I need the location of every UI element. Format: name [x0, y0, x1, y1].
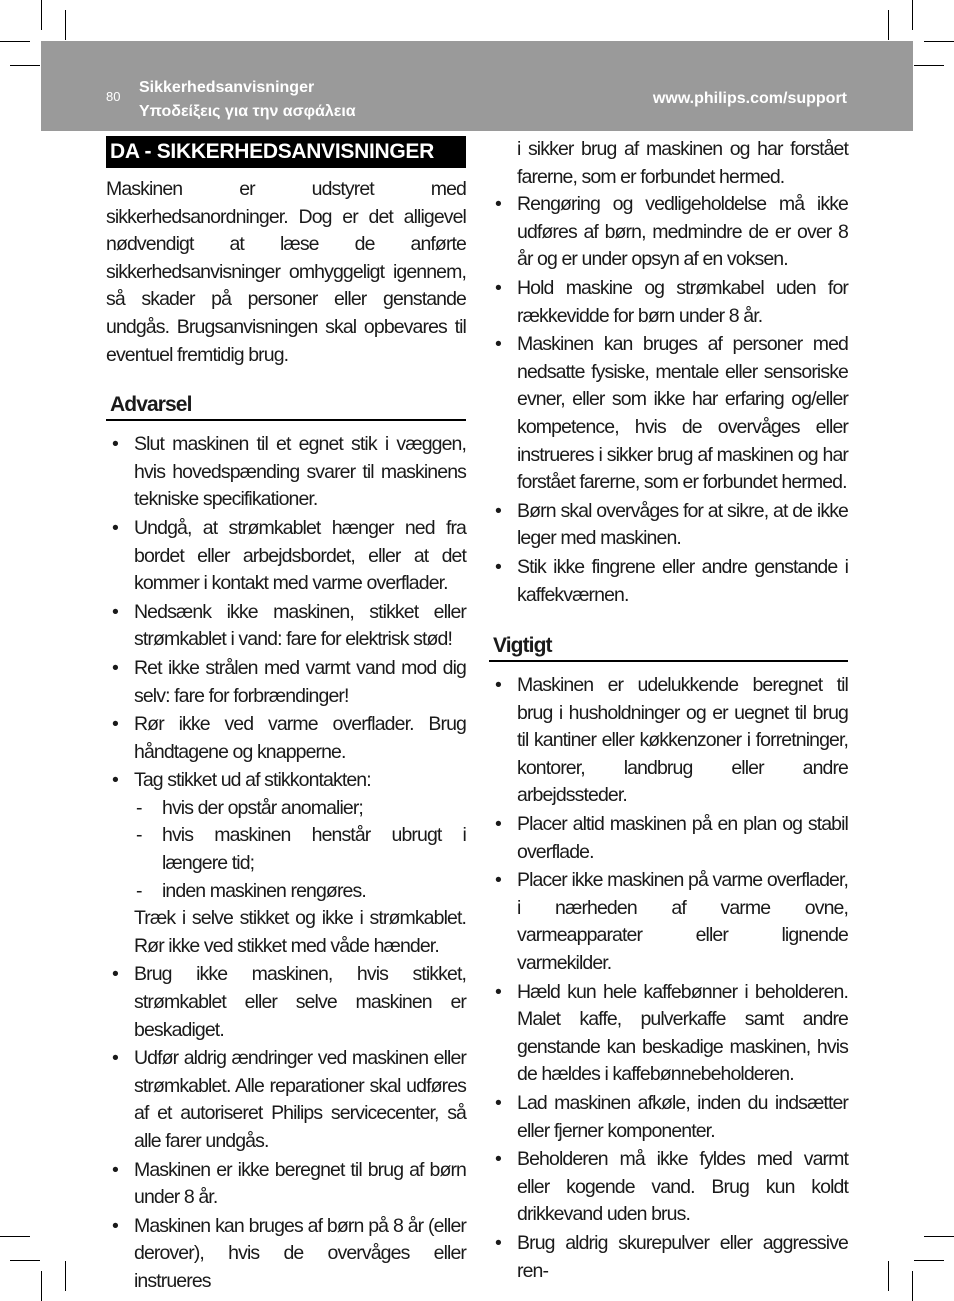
crop-mark [924, 1236, 954, 1237]
list-item: • Ret ikke strålen med varmt vand mod dig selv: fare for forbrændinger! [106, 655, 466, 710]
list-item: • Maskinen kan bruges af børn på 8 år (eller derover), hvis de overvåges eller instrueres [106, 1213, 466, 1296]
list-item: • Maskinen kan bruges af personer med nedsatte fysiske, mentale eller sensoriske evner, eller som ikke har erfaring og/eller kompetence, hvis de overvåges eller instrueres i sikker brug af maskinen og har forstået farerne, som er forbundet hermed. [489, 331, 848, 497]
sub-list-item: - hvis der opstår anomalier; [134, 795, 466, 823]
page-number: 80 [106, 89, 121, 104]
intro-paragraph: Maskinen er udstyret med sikkerhedsanordninger. Dog er det alligevel nødvendigt at læse de anførte sikkerhedsanvisninger omhyggeligt igennem, så skader på personer eller genstande undgås. Brugsanvisningen skal opbevares til eventuel fremtidig brug. [106, 178, 466, 366]
left-column [106, 136, 466, 1297]
crop-mark [888, 10, 889, 40]
list-item: • Placer ikke maskinen på varme overflader, i nærheden af varme ovne, varmeapparater eller lignende varmekilder. [489, 867, 848, 977]
list-item: • Brug ikke maskinen, hvis stikket, strømkablet eller selve maskinen er beskadiget. [106, 961, 466, 1044]
crop-mark [914, 65, 944, 66]
crop-mark [914, 1260, 944, 1261]
list-item: • Maskinen er udelukkende beregnet til brug i husholdninger og er uegnet til brug til kantiner eller køkkenzoner i forretninger, kontorer, landbrug eller andre arbejdssteder. [489, 672, 848, 810]
list-item: • Slut maskinen til et egnet stik i væggen, hvis hovedspænding svarer til maskinens tekniske specifikationer. [106, 431, 466, 514]
warning-list-continued [489, 191, 848, 609]
heading-advarsel: Advarsel [106, 391, 466, 421]
crop-mark [912, 1271, 913, 1301]
heading-vigtigt: Vigtigt [489, 632, 848, 662]
list-item: • Maskinen er ikke beregnet til brug af børn under 8 år. [106, 1157, 466, 1212]
crop-mark [912, 0, 913, 30]
right-column [489, 136, 848, 1286]
unplug-note: Træk i selve stikket og ikke i strømkablet. Rør ikke ved stikket med våde hænder. [134, 907, 466, 957]
header-title-greek: Υποδείξεις για την ασφάλεια [139, 103, 356, 120]
crop-mark [65, 10, 66, 40]
crop-mark [41, 1271, 42, 1301]
list-item: • Hæld kun hele kaffebønner i beholderen. Malet kaffe, pulverkaffe samt andre genstande kan beskadige maskinen, hvis de hældes i kaffebønnebeholderen. [489, 979, 848, 1089]
sub-list-item: - inden maskinen rengøres. [134, 878, 466, 906]
important-list [489, 672, 848, 1285]
support-url: www.philips.com/support [652, 90, 847, 107]
crop-mark [0, 41, 30, 42]
section-title: DA - SIKKERHEDSANVISNINGER [106, 136, 466, 168]
list-item: • Stik ikke fingrene eller andre genstande i kaffekværnen. [489, 554, 848, 609]
header-title-danish: Sikkerhedsanvisninger [139, 79, 315, 96]
list-item: • Børn skal overvåges for at sikre, at de ikke leger med maskinen. [489, 498, 848, 553]
sub-list [134, 795, 466, 905]
list-item: • Undgå, at strømkablet hænger ned fra bordet eller arbejdsbordet, eller at det kommer i kontakt med varme overflader. [106, 515, 466, 598]
list-item [106, 767, 466, 960]
sub-list-item: - hvis maskinen henstår ubrugt i længere tid; [134, 822, 466, 877]
continued-text: i sikker brug af maskinen og har forstået farerne, som er forbundet hermed. [517, 138, 848, 188]
crop-mark [924, 41, 954, 42]
crop-mark [10, 1260, 40, 1261]
list-item: • Beholderen må ikke fyldes med varmt eller kogende vand. Brug kun koldt drikkevand uden brus. [489, 1146, 848, 1229]
list-item: • Rør ikke ved varme overflader. Brug håndtagene og knapperne. [106, 711, 466, 766]
page-header [41, 41, 913, 131]
warning-list [106, 431, 466, 1295]
list-item: • Rengøring og vedligeholdelse må ikke udføres af børn, medmindre de er over 8 år og er under opsyn af en voksen. [489, 191, 848, 274]
list-item: • Lad maskinen afkøle, inden du indsætter eller fjerner komponenter. [489, 1090, 848, 1145]
list-item: • Placer altid maskinen på en plan og stabil overflade. [489, 811, 848, 866]
list-item: • Hold maskine og strømkabel uden for rækkevidde for børn under 8 år. [489, 275, 848, 330]
list-item-text: Tag stikket ud af stikkontakten: [134, 769, 371, 792]
crop-mark [41, 0, 42, 30]
list-item: • Brug aldrig skurepulver eller aggressive ren- [489, 1230, 848, 1285]
list-item: • Nedsænk ikke maskinen, stikket eller strømkablet i vand: fare for elektrisk stød! [106, 599, 466, 654]
crop-mark [888, 1261, 889, 1291]
list-item: • Udfør aldrig ændringer ved maskinen eller strømkablet. Alle reparationer skal udføres af et autoriseret Philips servicecenter, så alle farer undgås. [106, 1045, 466, 1155]
crop-mark [10, 65, 40, 66]
crop-mark [0, 1236, 30, 1237]
crop-mark [65, 1261, 66, 1291]
